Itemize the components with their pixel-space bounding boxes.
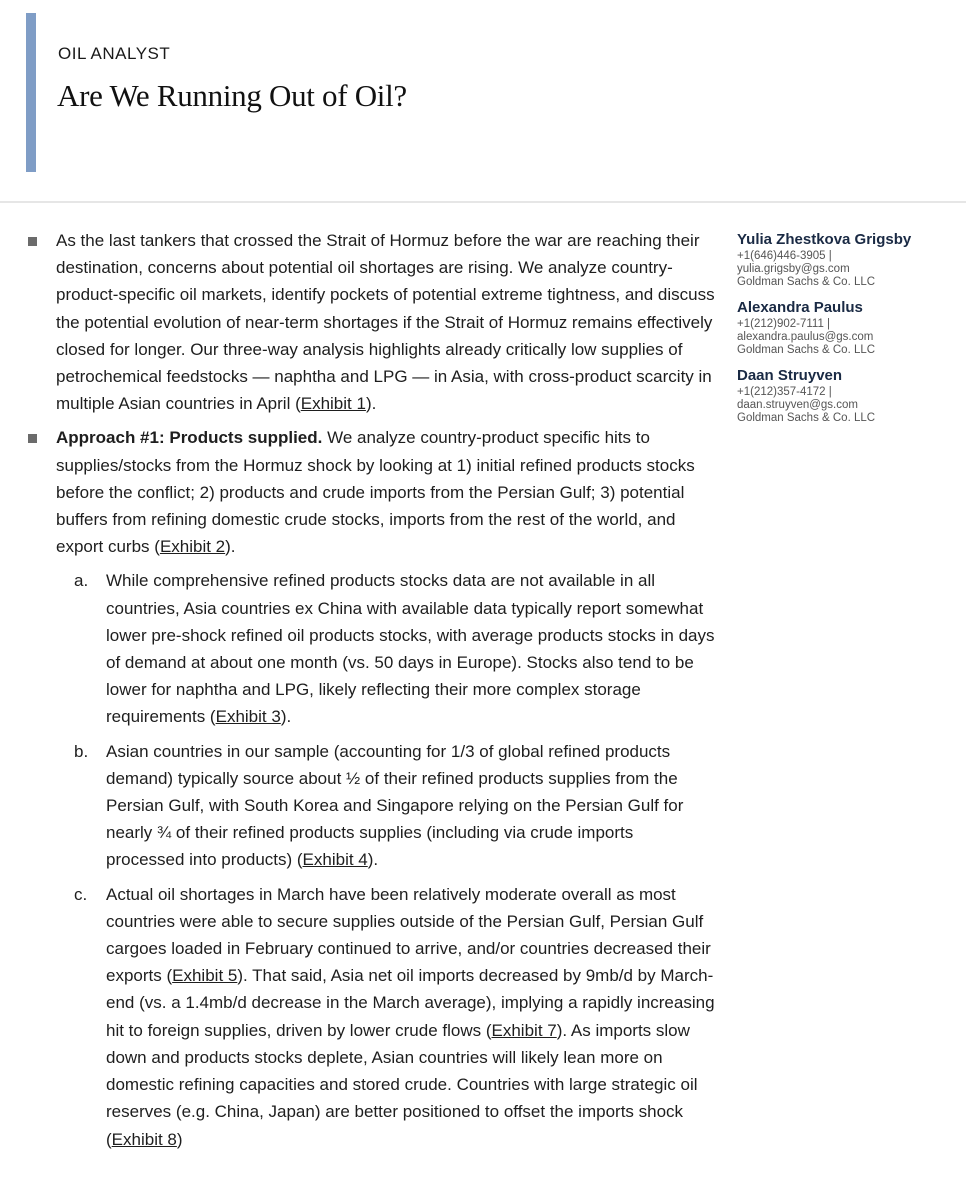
- bullet-square-icon: [28, 237, 37, 246]
- subpoint-a-text: While comprehensive refined products stocks data are not available in all countries, Asia countries ex China with available data typically report somewhat lower pre-shock refined oil products stocks, with average products stocks in days of demand at about one month (vs. 50 days in Europe). Stocks also tend to be lower for naphtha and LPG, likely reflecting their more complex storage requirements (: [106, 571, 715, 727]
- author-email[interactable]: yulia.grigsby@gs.com: [737, 263, 850, 275]
- author-firm: Goldman Sachs & Co. LLC: [737, 412, 876, 424]
- exhibit-4-link[interactable]: Exhibit 4: [302, 850, 368, 870]
- author-firm: Goldman Sachs & Co. LLC: [737, 344, 876, 356]
- subpoint-a-marker: a.: [74, 571, 89, 591]
- author-email[interactable]: alexandra.paulus@gs.com: [737, 331, 874, 343]
- header-divider: [0, 201, 966, 203]
- subpoint-b-end: ).: [367, 850, 379, 870]
- exhibit-1-link[interactable]: Exhibit 1: [300, 394, 366, 414]
- report-title: Are We Running Out of Oil?: [57, 78, 407, 113]
- subpoint-b: [26, 738, 716, 874]
- subpoint-c: [26, 881, 716, 1153]
- report-body: [26, 227, 716, 1160]
- subpoint-c-text-2: ). That said, Asia net oil imports decreased by 9mb/d by March-end (vs. a 1.4mb/d decrease in the March average), implying a rapidly increasing hit to foreign supplies, driven by lower crude flows (: [106, 966, 715, 1040]
- exhibit-7-link[interactable]: Exhibit 7: [491, 1020, 557, 1040]
- author-firm: Goldman Sachs & Co. LLC: [737, 276, 876, 288]
- exhibit-3-link[interactable]: Exhibit 3: [215, 707, 281, 727]
- subpoint-c-text-1: Actual oil shortages in March have been relatively moderate overall as most countries were able to secure supplies outside of the Persian Gulf, Persian Gulf cargoes loaded in February continued to arrive, and/or countries decreased their exports (: [106, 884, 711, 986]
- bullet-summary: [26, 227, 716, 417]
- subpoint-a: [26, 567, 716, 730]
- subpoint-b-text: Asian countries in our sample (accounting for 1/3 of global refined products demand) typically source about ½ of their refined products supplies from the Persian Gulf, with South Korea and Singapore relying on the Persian Gulf for nearly ¾ of their refined products supplies (including via crude imports processed into products) (: [106, 741, 684, 870]
- author-phone: +1(212)902-7111 |: [737, 318, 831, 330]
- accent-bar: [26, 13, 36, 172]
- subpoint-c-marker: c.: [74, 884, 88, 904]
- exhibit-2-link[interactable]: Exhibit 2: [159, 537, 226, 557]
- subpoint-c-text-3: ). As imports slow down and products stocks deplete, Asian countries will likely lean more on domestic refining capacities and stored crude. Countries with large strategic oil reserves (e.g. China, Japan) are better positioned to offset the imports shock (: [106, 1020, 698, 1149]
- bullet-summary-text: As the last tankers that crossed the Strait of Hormuz before the war are reaching their destination, concerns about potential oil shortages are rising. We analyze country-product-specific oil markets, identify pockets of potential extreme tightness, and discuss the potential evolution of near-term shortages if the Strait of Hormuz remains effectively closed for longer. Our three-way analysis highlights already critically low supplies of petrochemical feedstocks — naphtha and LPG — in Asia, with cross-product scarcity in multiple Asian countries in April (: [56, 231, 715, 414]
- report-kicker: OIL ANALYST: [58, 44, 171, 63]
- author-card: [737, 298, 962, 357]
- exhibit-8-link[interactable]: Exhibit 8: [111, 1129, 177, 1149]
- approach-1-text: We analyze country-product specific hits to supplies/stocks from the Hormuz shock by looking at 1) initial refined products stocks before the conflict; 2) products and crude imports from the Persian Gulf; 3) potential buffers from refining domestic crude stocks, imports from the rest of the world, and export curbs (: [56, 428, 695, 557]
- subpoint-c-text-4: ): [176, 1129, 183, 1149]
- bullet-summary-end: ).: [365, 394, 377, 414]
- author-phone: +1(212)357-4172 |: [737, 386, 832, 398]
- author-phone: +1(646)446-3905 |: [737, 250, 832, 262]
- bullet-square-icon: [28, 434, 37, 443]
- author-name: Yulia Zhestkova Grigsby: [737, 231, 912, 248]
- subpoint-b-marker: b.: [74, 741, 89, 761]
- author-list: [737, 230, 962, 434]
- author-name: Alexandra Paulus: [737, 299, 863, 316]
- author-name: Daan Struyven: [737, 367, 843, 384]
- approach-1-heading: Approach #1: Products supplied.: [56, 428, 323, 448]
- author-card: [737, 366, 962, 425]
- subpoint-a-end: ).: [280, 707, 292, 727]
- author-card: [737, 230, 962, 289]
- author-email[interactable]: daan.struyven@gs.com: [737, 399, 858, 411]
- approach-1-end: ).: [225, 537, 236, 557]
- exhibit-5-link[interactable]: Exhibit 5: [172, 966, 238, 986]
- bullet-approach-1: [26, 424, 716, 560]
